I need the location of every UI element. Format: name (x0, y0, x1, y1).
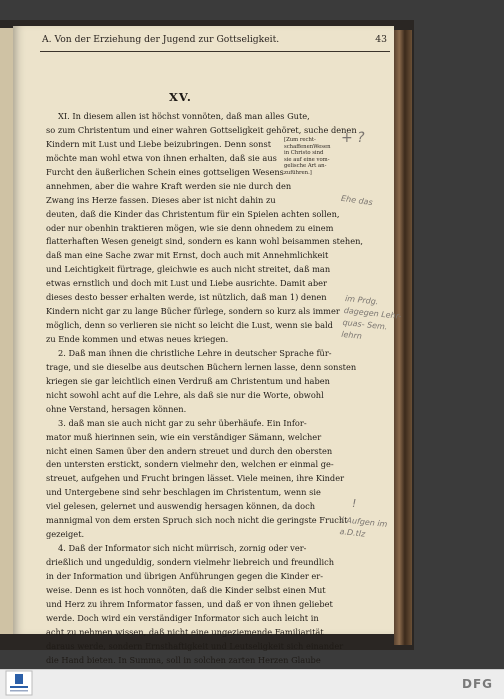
text-line: ohne Verstand, hersagen können. (46, 403, 187, 414)
text-line: oder nur obenhin traktieren mögen, wie sie denn ohnedem zu einem (46, 222, 334, 233)
text-line: flatterhaften Wesen geneigt sind, sondern es kann wohl beisammen stehen, (46, 236, 364, 247)
text-line: trage, und sie dieselbe aus deutschen Büchern lernen lasse, denn sonsten (46, 361, 357, 372)
page-number: 43 (375, 34, 387, 45)
text-line: und Leichtigkeit fürtrage, gleichwie es auch nicht streitet, daß man (46, 264, 331, 275)
text-line: daraus werde, sondern Ernsthaftigkeit und Leutseligkeit sich einander (46, 640, 344, 651)
text-line: Furcht den äußerlichen Schein eines gottseligen Wesens (46, 166, 284, 177)
body-text (46, 110, 386, 681)
text-line: deuten, daß die Kinder das Christentum für ein Spielen achten sollen, (46, 208, 340, 219)
text-line: kriegen sie gar leichtlich einen Verdruß am Christentum und haben (46, 375, 330, 386)
pencil-annotation-side2: im Prdg. dagegen Lehr- quas- Sem. lehrn (340, 293, 402, 341)
text-line: weise. Denn es ist hoch vonnöten, daß die Kinder selbst einen Mut (46, 584, 326, 595)
left-page-edge (0, 28, 14, 634)
pencil-annotation-side3: ! Aufgen im a.D.tlz (339, 515, 388, 539)
text-line: 2. Daß man ihnen die christliche Lehre in deutscher Sprache für- (58, 347, 332, 358)
running-header (42, 34, 387, 50)
text-line: 4. Daß der Informator sich nicht mürrisch, zornig oder ver- (58, 543, 307, 554)
text-line: Zwang ins Herze fassen. Dieses aber ist nicht dahin zu (46, 194, 276, 205)
section-heading: XV. (169, 90, 192, 104)
text-line: nicht einen Samen über den andern streuet und durch den obersten (46, 445, 333, 456)
text-line: dieses desto besser erhalten werde, ist nützlich, daß man 1) denen (46, 292, 327, 303)
library-logo-icon[interactable] (6, 671, 32, 695)
viewer-footer (0, 669, 504, 699)
pencil-annotation-top: + ? (341, 130, 365, 146)
sidenote-line: sie auf eine vom- (284, 156, 330, 163)
text-line: so zum Christentum und einer wahren Gottseligkeit gehöret, suche denen (46, 124, 357, 135)
pencil-annotation-exclamation: ! (352, 497, 357, 510)
text-line: und Untergebene sind sehr beschlagen im Christentum, wenn sie (46, 487, 321, 498)
text-line: acht zu nehmen wissen, daß nicht eine ungeziemende Familiarität (46, 626, 324, 637)
sidenote-line: zuführen.] (284, 169, 312, 176)
text-line: annehmen, aber die wahre Kraft werden sie nie durch den (46, 180, 292, 191)
text-line: nicht sowohl acht auf die Lehre, als daß sie nur die Worte, obwohl (46, 389, 324, 400)
text-line: den untersten erstickt, sondern vielmehr den, welchen er einmal ge- (46, 459, 334, 470)
text-line: 3. daß man sie auch nicht gar zu sehr überhäufe. Ein Infor- (58, 417, 307, 428)
sidenote-line: schaffenenWesen (284, 143, 331, 150)
sidenote-line: [Zum recht- (284, 137, 316, 143)
text-line: daß man eine Sache zwar mit Ernst, doch auch mit Annehmlichkeit (46, 250, 329, 261)
text-line: die Hand bieten. In Summa, soll in solchen zarten Herzen Glaube (46, 654, 321, 665)
text-line: drießlich und ungeduldig, sondern vielmehr liebreich und freundlich (46, 557, 335, 567)
pencil-annotation-side1: Ehe das (340, 193, 374, 208)
text-line: möglich, denn so verlieren sie nicht so leicht die Lust, wenn sie bald (46, 320, 333, 331)
text-line: in der Information und übrigen Anführungen gegen die Kinder er- (46, 570, 324, 581)
dfg-logo-icon[interactable]: DFG (462, 677, 494, 691)
text-line: Kindern nicht gar zu lange Bücher fürlege, sondern so kurz als immer (46, 306, 340, 317)
text-line: zu Ende kommen und etwas neues kriegen. (46, 334, 229, 344)
text-line: möchte man wohl etwa von ihnen erhalten, daß sie aus (46, 152, 277, 163)
text-line: werde. Doch wird ein verständiger Informator sich auch leicht in (46, 612, 319, 623)
header-rule (40, 51, 390, 52)
text-line: mator muß hierinnen sein, wie ein verständiger Sämann, welcher (46, 431, 322, 442)
header-title: A. Von der Erziehung der Jugend zur Gottseligkeit. (42, 34, 280, 45)
text-line: Kindern mit Lust und Liebe beizubringen. Denn sonst (46, 138, 272, 149)
text-line: gezeiget. (46, 529, 85, 540)
text-line: viel gelesen, gelernet und auswendig hersagen können, da doch (46, 501, 316, 512)
text-line: streuet, aufgehen und Frucht bringen lässet. Viele meinen, ihre Kinder (46, 473, 345, 484)
text-line: mannigmal von dem ersten Spruch sich noch nicht die geringste Frucht (46, 515, 348, 526)
text-line: etwas ernstlich und doch mit Lust und Liebe ausrichte. Damit aber (46, 278, 327, 289)
text-line: XI. In diesem allen ist höchst vonnöten, daß man alles Gute, (58, 111, 310, 121)
text-line: und Herz zu ihrem Informator fassen, und daß er von ihnen geliebet (46, 598, 333, 609)
sidenote-line: gelische Art an- (284, 163, 327, 170)
sidenote-line: in Christo sind (284, 150, 324, 157)
